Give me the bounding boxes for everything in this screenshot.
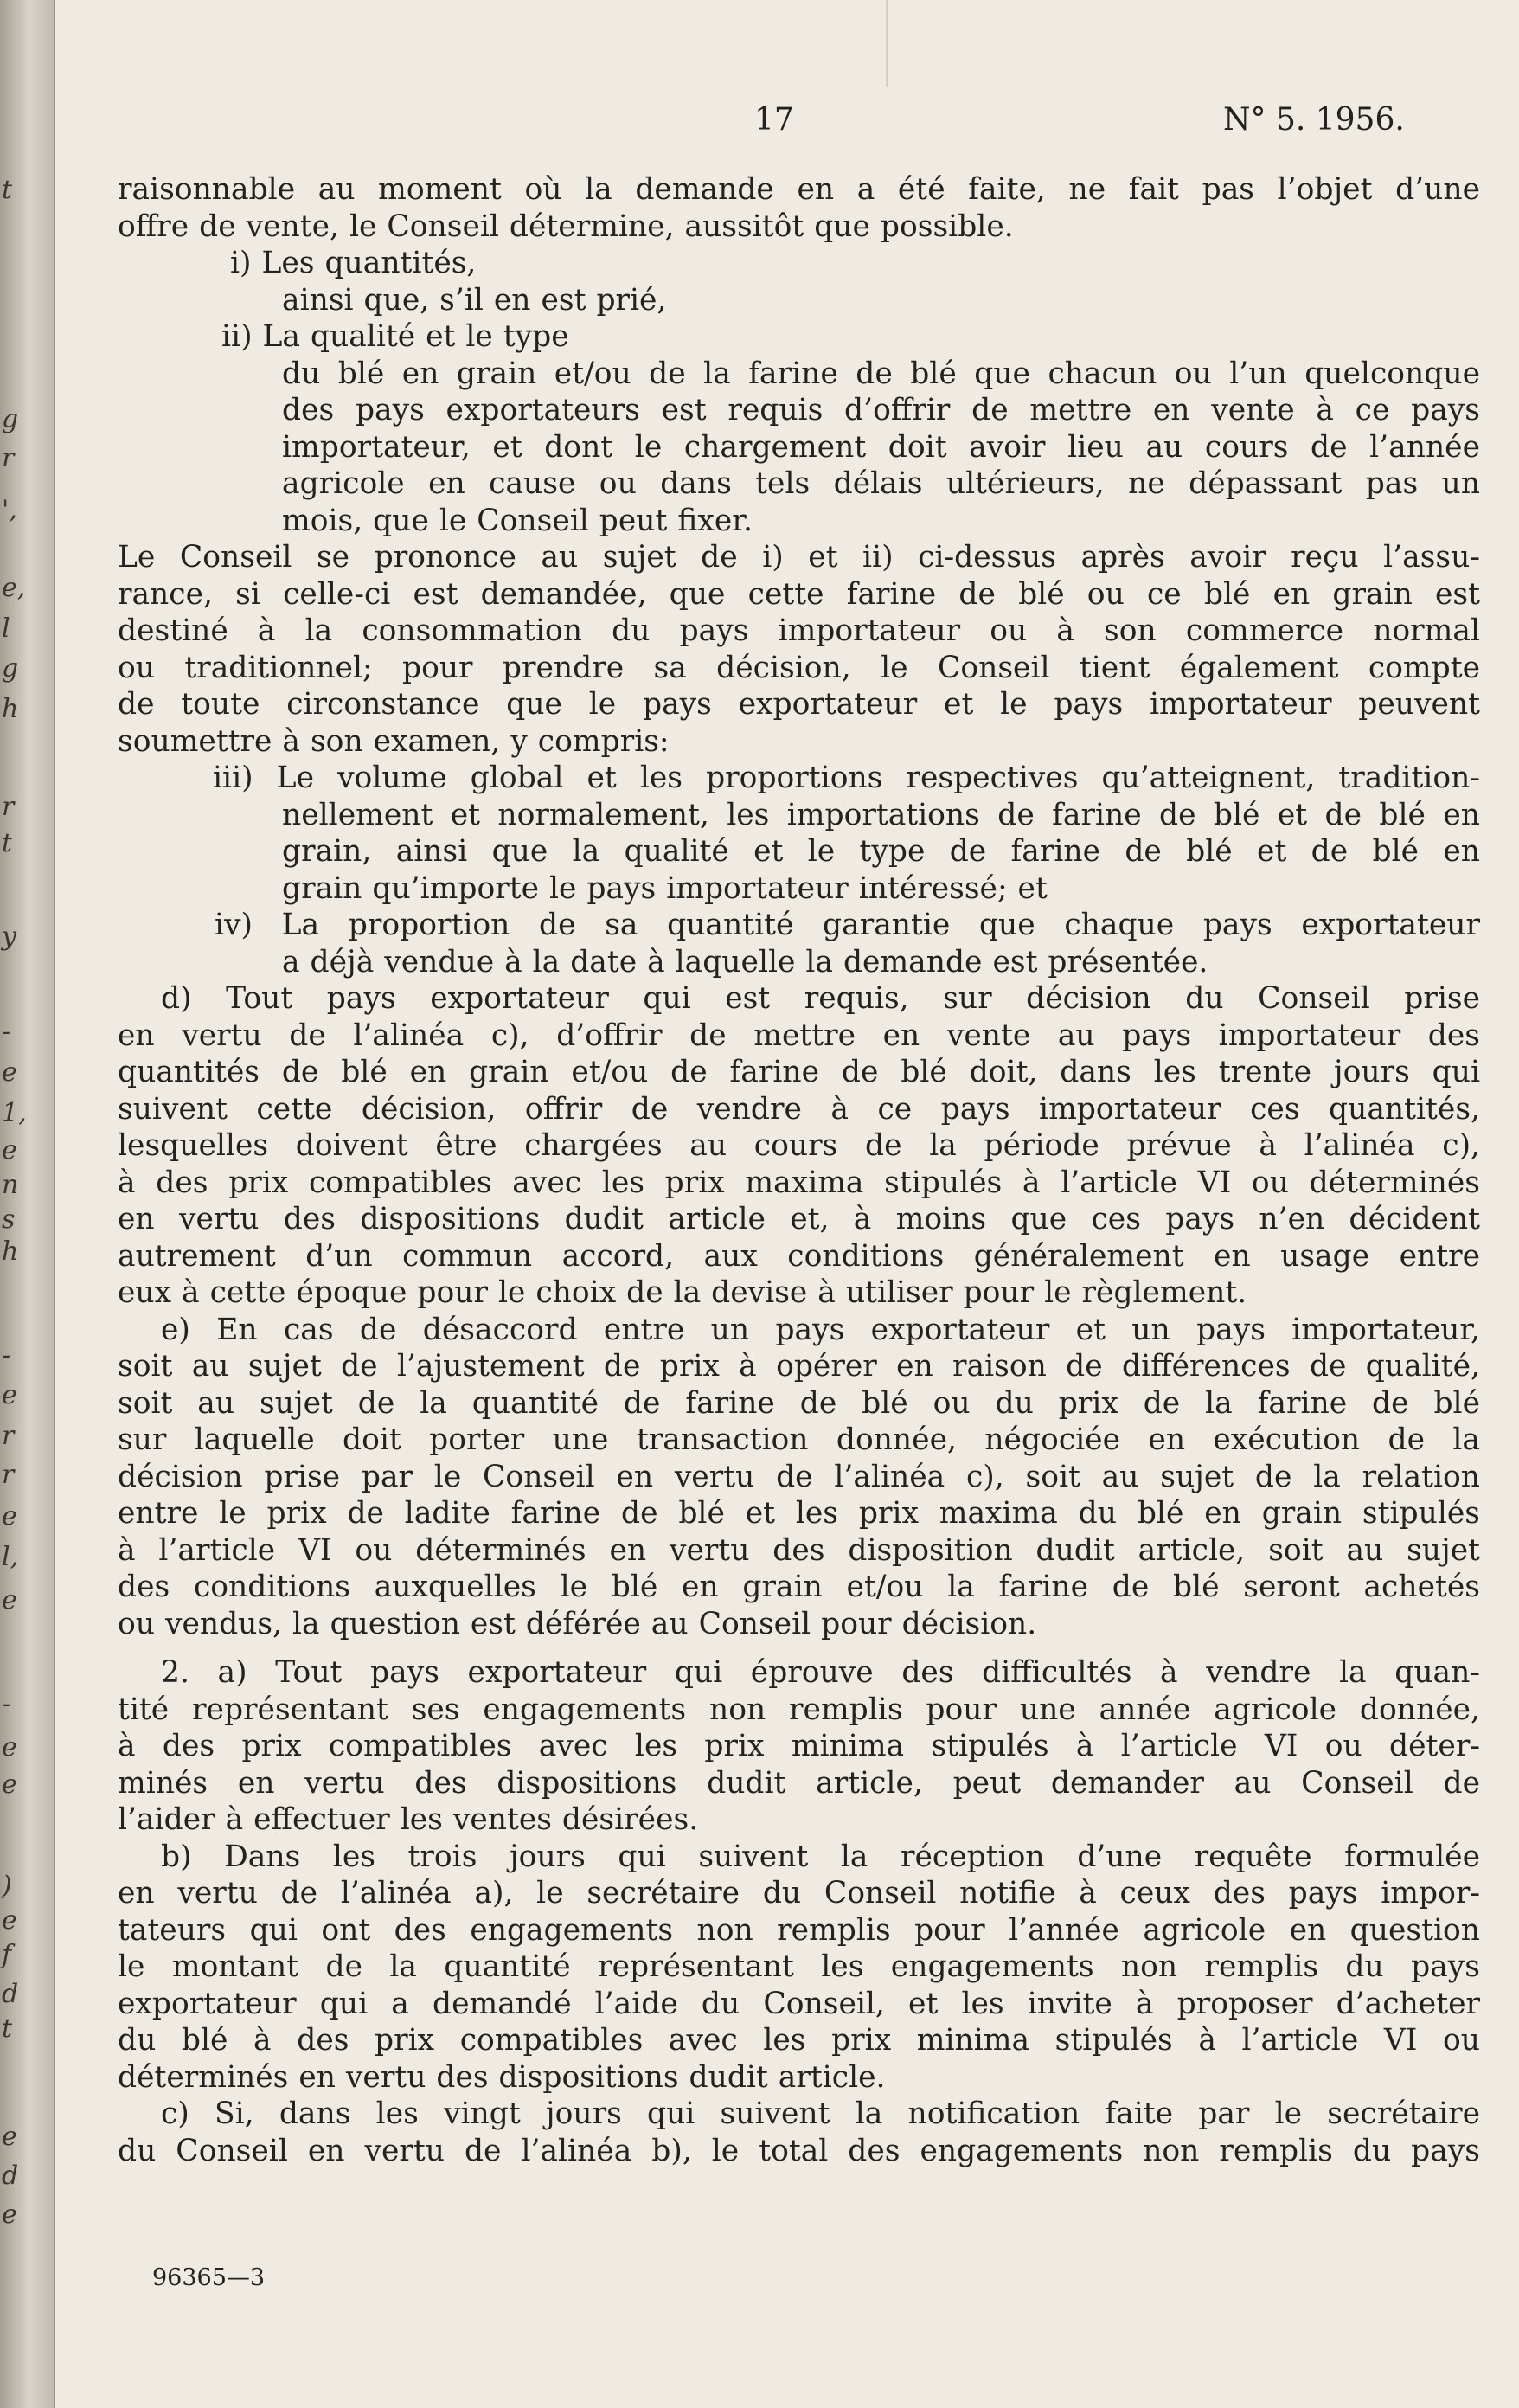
spine-letter: e [2,1501,17,1531]
text-line: du Conseil en vertu de l’alinéa b), le total des engagements non remplis du pays [118,2133,1480,2168]
text-line: minés en vertu des dispositions dudit article, peut demander au Conseil de [118,1765,1480,1801]
text-line: offre de vente, le Conseil détermine, aussitôt que possible. [118,209,1014,244]
spine-letter: g [2,404,19,434]
spine-letter: s [2,1204,16,1235]
text-line: exportateur qui a demandé l’aide du Conseil, et les invite à proposer d’acheter [118,1986,1480,2021]
body-text [118,171,1480,2169]
text-line: d) Tout pays exportateur qui est requis, sur décision du Conseil prise [161,981,1480,1016]
spine-letter: ', [2,495,17,525]
text-line: eux à cette époque pour le choix de la devise à utiliser pour le règlement. [118,1275,1247,1310]
text-line: soumettre à son examen, y compris: [118,723,670,759]
text-line: sur laquelle doit porter une transaction donnée, négociée en exécution de la [118,1422,1480,1457]
spine-letter: f [2,1940,12,1970]
paragraph [118,1839,1480,2097]
text-line: nellement et normalement, les importations de farine de blé et de blé en [282,797,1480,832]
spine-letter: ) [2,1871,12,1901]
text-line: iv) La proportion de sa quantité garantie que chaque pays exportateur [215,908,1480,942]
text-line: grain, ainsi que la qualité et le type de farine de blé et de blé en [282,834,1480,869]
spine-letter: - [2,1689,11,1719]
spine-letter: e [2,1905,17,1936]
print-code: 96365—3 [152,2264,266,2291]
spine-letter: d [2,2161,19,2191]
spine-letter: h [2,1236,19,1267]
paragraph [118,318,1480,539]
text-line: des conditions auxquelles le blé en grain et/ou la farine de blé seront achetés [118,1570,1480,1604]
spine-letter: e [2,1057,17,1088]
spine-letter: - [2,1017,11,1047]
text-line: autrement d’un commun accord, aux conditions généralement en usage entre [118,1238,1480,1274]
text-line: mois, que le Conseil peut fixer. [282,503,753,538]
text-line: ainsi que, s’il en est prié, [282,282,667,318]
text-line: de toute circonstance que le pays exportateur et le pays importateur peuvent [118,687,1480,722]
spine-letter: e [2,1135,17,1165]
spine-letter: n [2,1170,19,1200]
text-line: lesquelles doivent être chargées au cours de la période prévue à l’alinéa c), [118,1128,1480,1163]
spine-letter: e [2,1380,17,1410]
spine-letter: y [2,921,16,952]
paragraph [118,171,1480,245]
spine-letter: g [2,653,19,684]
spine-letter: h [2,694,19,724]
text-line: ou vendus, la question est déférée au Conseil pour décision. [118,1606,1037,1641]
text-line: en vertu des dispositions dudit article et, à moins que ces pays n’en décident [118,1202,1480,1236]
issue-number: N° 5. 1956. [1223,102,1405,138]
spine-letter: l, [2,1542,19,1572]
text-line: quantités de blé en grain et/ou de farine de blé doit, dans les trente jours qui [118,1055,1480,1089]
text-line: 2. a) Tout pays exportateur qui éprouve des difficultés à vendre la quan- [161,1655,1480,1690]
text-line: importateur, et dont le chargement doit avoir lieu au cours de l’année [282,429,1480,465]
text-line: rance, si celle-ci est demandée, que cette farine de blé ou ce blé en grain est [118,576,1480,612]
text-line: entre le prix de ladite farine de blé et les prix maxima du blé en grain stipulés [118,1496,1480,1531]
scan-artifact [886,0,888,87]
spine-letter: r [2,1460,15,1490]
text-line: à des prix compatibles avec les prix minima stipulés à l’article VI ou déter- [118,1729,1480,1763]
spine-letter: e [2,2199,17,2230]
text-line: décision prise par le Conseil en vertu de l’alinéa c), soit au sujet de la relation [118,1459,1480,1494]
text-line: soit au sujet de la quantité de farine de blé ou du prix de la farine de blé [118,1385,1480,1421]
paragraph [118,907,1480,980]
text-line: e) En cas de désaccord entre un pays exportateur et un pays importateur, [161,1312,1480,1347]
paragraph [118,245,1480,318]
text-line: à des prix compatibles avec les prix maxima stipulés à l’article VI ou déterminés [118,1165,1480,1200]
spine-letter: r [2,1421,15,1451]
spine-letter: r [2,443,15,473]
paragraph [118,1312,1480,1643]
spine-letter: e [2,1769,17,1800]
text-line: l’aider à effectuer les ventes désirées. [118,1802,699,1837]
text-line: déterminés en vertu des dispositions dudit article. [118,2059,886,2095]
text-line: ou traditionnel; pour prendre sa décision, le Conseil tient également compte [118,650,1480,685]
document-page [55,0,1519,2408]
text-line: iii) Le volume global et les proportions respectives qu’atteignent, tradition- [213,761,1480,795]
spine-letter: t [2,2013,13,2044]
text-line: b) Dans les trois jours qui suivent la réception d’une requête formulée [161,1839,1480,1874]
text-line: ii) La qualité et le type [221,319,569,354]
paragraph [118,760,1480,907]
text-line: tateurs qui ont des engagements non remplis pour l’année agricole en question [118,1912,1480,1948]
text-line: destiné à la consommation du pays importateur ou à son commerce normal [118,613,1480,648]
text-line: soit au sujet de l’ajustement de prix à opérer en raison de différences de qualité, [118,1349,1480,1384]
text-line: à l’article VI ou déterminés en vertu des disposition dudit article, soit au sujet [118,1532,1480,1568]
text-line: raisonnable au moment où la demande en a été faite, ne fait pas l’objet d’une [118,172,1480,207]
spine-letter: 1, [2,1098,27,1128]
spine-letter: e [2,1732,17,1763]
text-line: a déjà vendue à la date à laquelle la demande est présentée. [282,944,1208,979]
book-spine-margin [0,0,55,2408]
spine-letter: t [2,828,13,858]
text-line: c) Si, dans les vingt jours qui suivent la notification faite par le secrétaire [161,2097,1480,2131]
spine-letter: t [2,175,13,205]
text-line: du blé en grain et/ou de la farine de blé que chacun ou l’un quelconque [282,356,1480,391]
text-line: en vertu de l’alinéa a), le secrétaire du Conseil notifie à ceux des pays impor- [118,1876,1480,1910]
text-line: en vertu de l’alinéa c), d’offrir de mettre en vente au pays importateur des [118,1018,1480,1053]
spine-letter: r [2,792,15,822]
text-line: le montant de la quantité représentant les engagements non remplis du pays [118,1949,1480,1984]
page-header [55,102,1519,145]
paragraph [118,2096,1480,2169]
text-line: du blé à des prix compatibles avec les prix minima stipulés à l’article VI ou [118,2023,1480,2058]
text-line: i) Les quantités, [230,246,477,280]
paragraph [118,539,1480,760]
spine-letter: e [2,1585,17,1615]
text-line: suivent cette décision, offrir de vendre à ce pays importateur ces quantités, [118,1091,1480,1127]
paragraph [118,1654,1480,1839]
text-line: des pays exportateurs est requis d’offrir de mettre en vente à ce pays [282,393,1480,427]
text-line: tité représentant ses engagements non remplis pour une année agricole donnée, [118,1692,1480,1727]
page-number: 17 [754,102,794,138]
text-line: grain qu’importe le pays importateur intéressé; et [282,870,1048,906]
spine-letter: e, [2,573,26,603]
spine-letter: - [2,1340,11,1371]
paragraph [118,980,1480,1312]
spine-letter: l [2,613,10,644]
text-line: agricole en cause ou dans tels délais ultérieurs, ne dépassant pas un [282,466,1480,501]
spine-letter: e [2,2122,17,2152]
text-line: Le Conseil se prononce au sujet de i) et ii) ci-dessus après avoir reçu l’assu- [118,540,1480,575]
spine-letter: d [2,1979,19,2009]
